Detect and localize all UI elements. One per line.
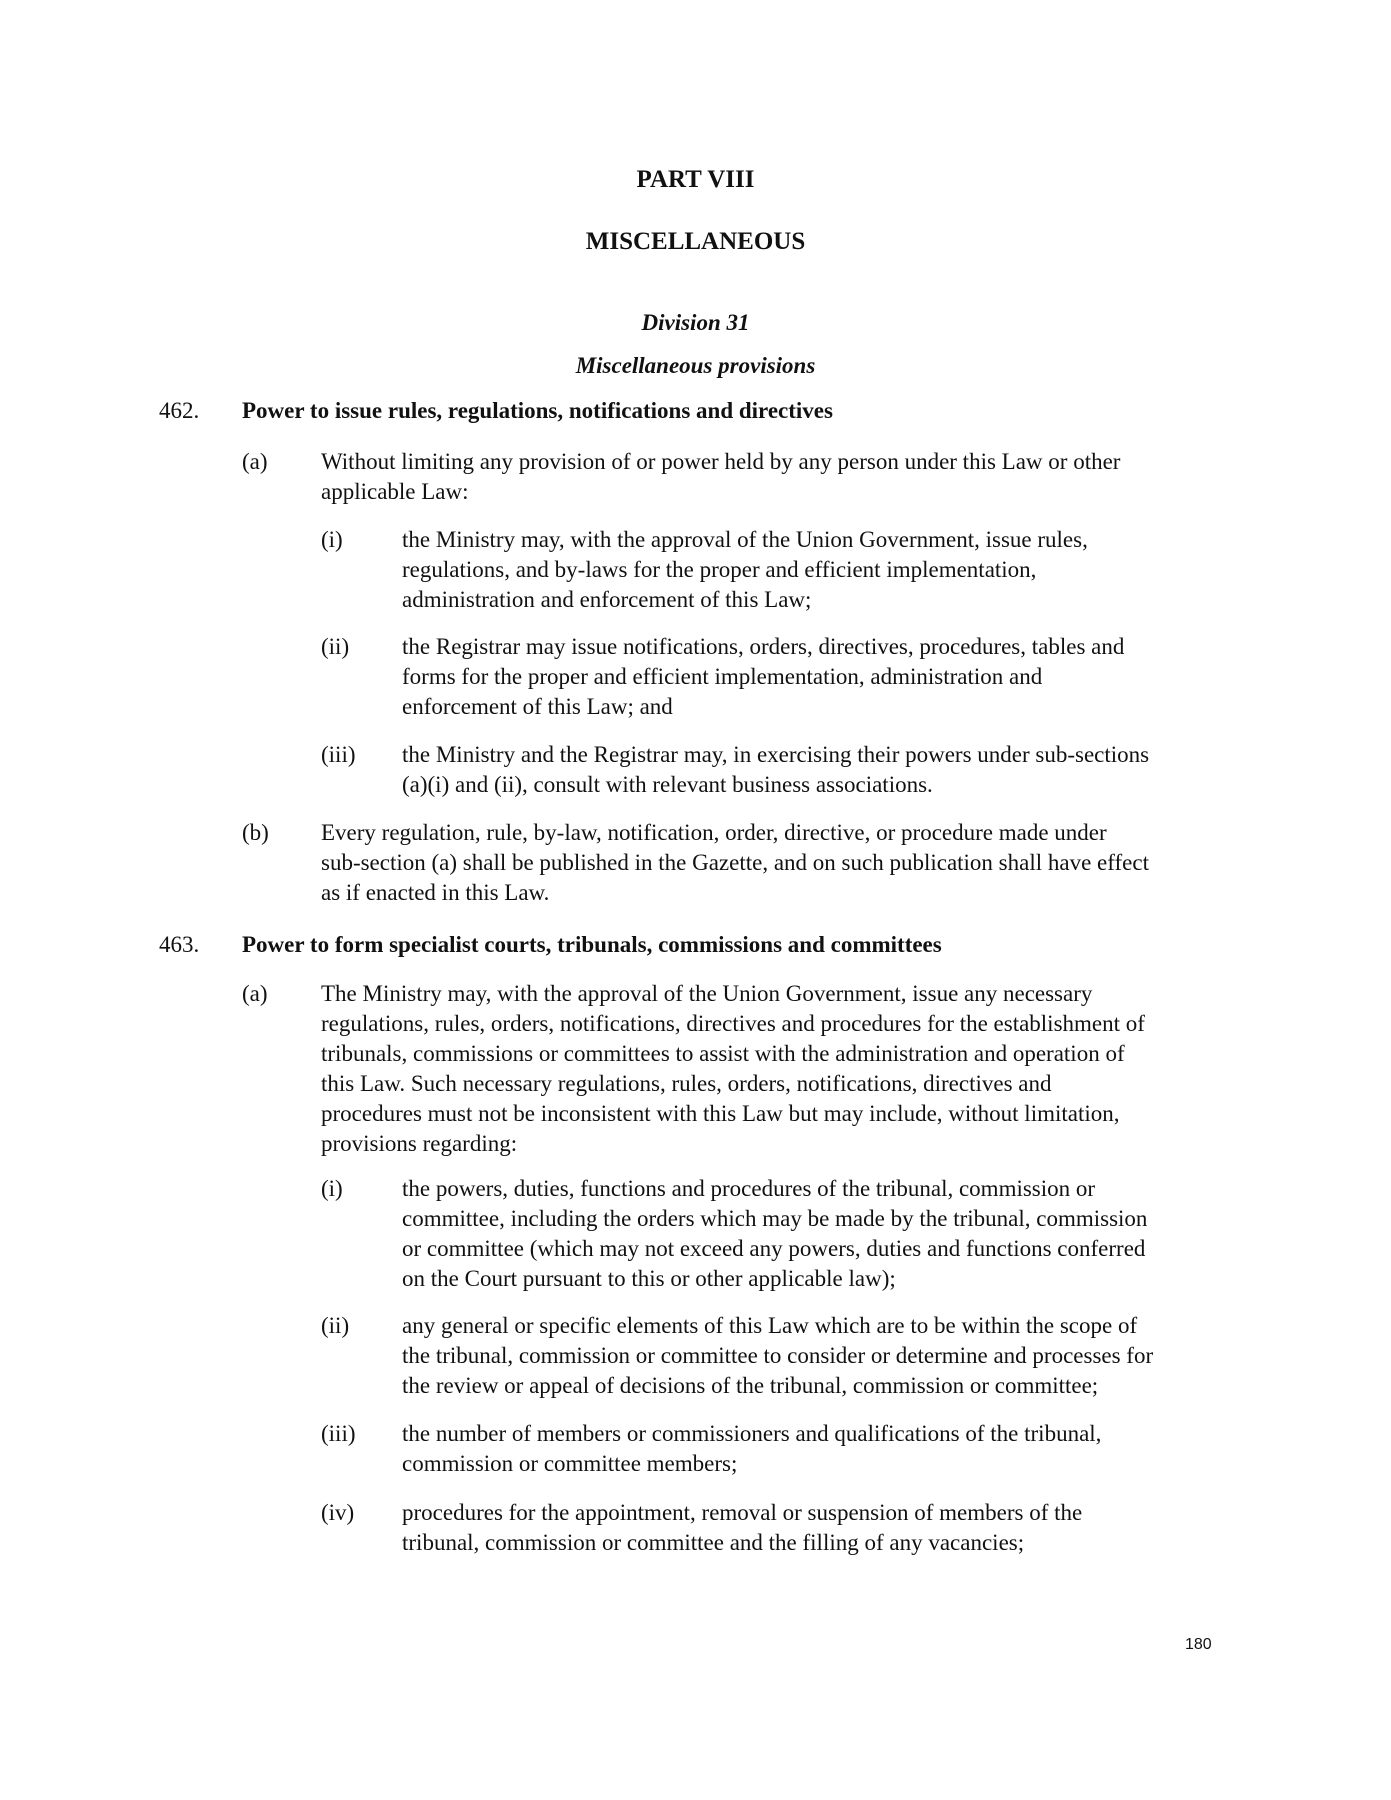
- part-title: MISCELLANEOUS: [585, 228, 806, 255]
- clause-label: (b): [242, 820, 269, 845]
- text-line: this Law. Such necessary regulations, rules, orders, notifications, directives and: [321, 1071, 1052, 1096]
- clause-label: (a): [242, 981, 268, 1006]
- clause-text: [321, 447, 1221, 507]
- subclause-label: (ii): [321, 634, 350, 659]
- text-line: the tribunal, commission or committee to consider or determine and processes for: [402, 1343, 1154, 1368]
- section-title: Power to form specialist courts, tribunals, commissions and committees: [242, 932, 942, 957]
- subclause-text: [402, 1174, 1222, 1294]
- text-line: on the Court pursuant to this or other applicable law);: [402, 1266, 896, 1291]
- subclause-label: (iii): [321, 1421, 356, 1446]
- subclause-label: (i): [321, 527, 343, 552]
- part-heading: PART VIII: [636, 166, 755, 193]
- text-line: committee, including the orders which may be made by the tribunal, commission: [402, 1206, 1148, 1231]
- subclause-text: [402, 1498, 1222, 1558]
- text-line: forms for the proper and efficient implementation, administration and: [402, 664, 1043, 689]
- text-line: procedures must not be inconsistent with this Law but may include, without limitation,: [321, 1101, 1120, 1126]
- text-line: The Ministry may, with the approval of the Union Government, issue any necessary: [321, 981, 1093, 1006]
- clause-text: [321, 979, 1221, 1159]
- text-line: the number of members or commissioners and qualifications of the tribunal,: [402, 1421, 1102, 1446]
- text-line: the Ministry may, with the approval of the Union Government, issue rules,: [402, 527, 1088, 552]
- section-number: 462.: [159, 398, 200, 423]
- subclause-text: [402, 740, 1222, 800]
- division-title: Miscellaneous provisions: [575, 353, 816, 378]
- section-number: 463.: [159, 932, 200, 957]
- text-line: commission or committee members;: [402, 1451, 738, 1476]
- clause-label: (a): [242, 449, 268, 474]
- text-line: procedures for the appointment, removal or suspension of members of the: [402, 1500, 1083, 1525]
- text-line: sub-section (a) shall be published in the Gazette, and on such publication shall have effect: [321, 850, 1149, 875]
- subclause-label: (iii): [321, 742, 356, 767]
- text-line: the Ministry and the Registrar may, in exercising their powers under sub-sections: [402, 742, 1150, 767]
- subclause-label: (i): [321, 1176, 343, 1201]
- text-line: regulations, and by-laws for the proper and efficient implementation,: [402, 557, 1037, 582]
- text-line: tribunal, commission or committee and the filling of any vacancies;: [402, 1530, 1025, 1555]
- text-line: regulations, rules, orders, notifications, directives and procedures for the establishment of: [321, 1011, 1145, 1036]
- subclause-text: [402, 632, 1222, 722]
- text-line: the powers, duties, functions and procedures of the tribunal, commission or: [402, 1176, 1096, 1201]
- text-line: any general or specific elements of this Law which are to be within the scope of: [402, 1313, 1138, 1338]
- subclause-text: [402, 1419, 1222, 1479]
- subclause-label: (iv): [321, 1500, 355, 1525]
- text-line: as if enacted in this Law.: [321, 880, 550, 905]
- division-heading: Division 31: [641, 310, 750, 335]
- page-number: 180: [1185, 1636, 1212, 1653]
- subclause-label: (ii): [321, 1313, 350, 1338]
- text-line: administration and enforcement of this Law;: [402, 587, 812, 612]
- text-line: the Registrar may issue notifications, orders, directives, procedures, tables and: [402, 634, 1125, 659]
- text-line: Every regulation, rule, by-law, notification, order, directive, or procedure made under: [321, 820, 1107, 845]
- clause-text: [321, 818, 1221, 908]
- text-line: or committee (which may not exceed any powers, duties and functions conferred: [402, 1236, 1146, 1261]
- text-line: the review or appeal of decisions of the tribunal, commission or committee;: [402, 1373, 1099, 1398]
- text-line: (a)(i) and (ii), consult with relevant business associations.: [402, 772, 933, 797]
- text-line: provisions regarding:: [321, 1131, 518, 1156]
- section-title: Power to issue rules, regulations, notifications and directives: [242, 398, 833, 423]
- text-line: enforcement of this Law; and: [402, 694, 673, 719]
- text-line: applicable Law:: [321, 479, 469, 504]
- subclause-text: [402, 1311, 1222, 1401]
- subclause-text: [402, 525, 1222, 615]
- text-line: tribunals, commissions or committees to assist with the administration and operation of: [321, 1041, 1125, 1066]
- text-line: Without limiting any provision of or power held by any person under this Law or other: [321, 449, 1121, 474]
